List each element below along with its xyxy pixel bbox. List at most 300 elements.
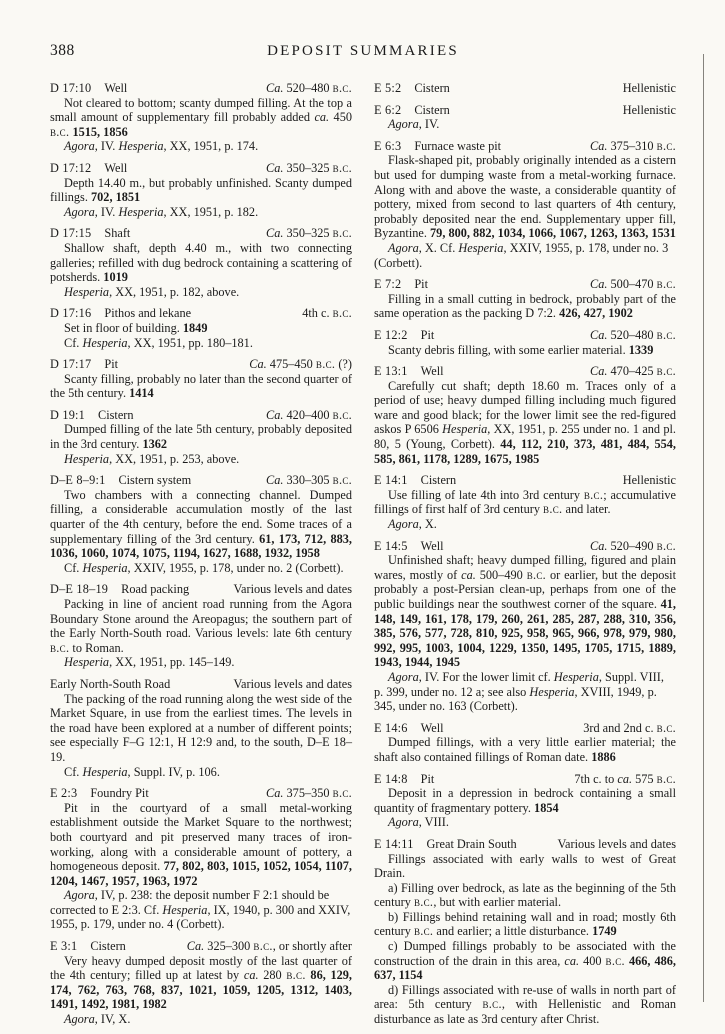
- deposit-id: E 3:1: [50, 939, 78, 954]
- text-segment: ; accumulative fillings of first half of 3rd century: [374, 487, 676, 517]
- text-segment: Dumped filling of the late 5th century, probably deposited in the 3rd century.: [50, 422, 352, 452]
- text-segment: Ca.: [266, 407, 284, 422]
- catalogue-numbers: 702, 1851: [91, 190, 141, 205]
- deposit-reference: [50, 285, 352, 300]
- text-segment: b.c.: [315, 357, 336, 372]
- deposit-date: [226, 582, 353, 597]
- deposit-description: [374, 910, 676, 939]
- deposit-entry: [50, 939, 352, 1027]
- text-segment: ca.: [243, 968, 259, 983]
- deposit-description: [50, 692, 352, 765]
- text-segment: Not cleared to bottom; scanty dumped filling. At the top a small amount of supplementary fill probably added: [50, 95, 352, 125]
- text-segment: Ca.: [266, 81, 284, 95]
- text-segment: Fillings associated with early walls to west of Great Drain.: [374, 851, 676, 881]
- text-segment: Dumped fillings, with a very little earlier material; the shaft also contained fillings of Roman date.: [374, 735, 676, 764]
- text-segment: b.c.: [543, 502, 563, 517]
- text-segment: 375–310: [607, 138, 657, 153]
- catalogue-numbers: 44, 112, 210, 373, 481, 484, 554, 585, 861, 1178, 1289, 1675, 1985: [374, 437, 676, 466]
- deposit-reference: [50, 336, 352, 351]
- deposit-heading: [50, 408, 352, 423]
- deposit-reference: [50, 888, 352, 932]
- deposit-description: [50, 176, 352, 205]
- deposit-date: [241, 357, 352, 372]
- text-segment: Hesperia: [118, 139, 164, 154]
- text-segment: , Suppl. VIII, p. 399, under no. 12 a; see also: [374, 669, 664, 699]
- text-segment: , XX, 1951, p. 255 under no. 1 and pl. 80, 5 (Young, Corbett).: [374, 422, 677, 452]
- deposit-description: [50, 372, 352, 401]
- deposit-entry: [50, 473, 352, 575]
- deposit-description: [50, 241, 352, 285]
- text-segment: , XX, 1951, pp. 145–149.: [109, 655, 235, 670]
- page-header: [50, 42, 676, 60]
- deposit-id: D 17:15: [50, 226, 92, 241]
- deposit-heading: [50, 582, 352, 597]
- deposit-date: [582, 277, 676, 292]
- deposit-entry: [374, 364, 676, 466]
- text-segment: , XX, 1951, p. 182, above.: [109, 284, 240, 299]
- text-segment: Agora: [388, 517, 419, 532]
- deposit-type: Well: [420, 364, 444, 379]
- deposit-date: [550, 837, 677, 852]
- catalogue-numbers: 79, 800, 882, 1034, 1066, 1067, 1263, 1363, 1531: [430, 226, 676, 241]
- catalogue-numbers: 1339: [628, 342, 654, 357]
- deposit-description: [374, 983, 676, 1027]
- deposit-entry: [50, 306, 352, 350]
- text-segment: b.c.: [50, 124, 70, 139]
- text-segment: 325–300: [204, 939, 254, 954]
- text-segment: Filling in a small cutting in bedrock, probably part of the same operation as the packing D 7:2.: [374, 291, 676, 321]
- text-segment: Cf.: [64, 335, 83, 350]
- text-segment: 520–480: [607, 327, 657, 342]
- text-segment: , XXIV, 1955, p. 178, under no. 2 (Corbett).: [127, 560, 344, 575]
- deposit-id: D 19:1: [50, 407, 86, 422]
- text-segment: Agora: [64, 204, 95, 219]
- text-segment: and later.: [562, 502, 611, 517]
- deposit-reference: [50, 765, 352, 780]
- deposit-id: D 17:12: [50, 160, 92, 175]
- text-segment: Ca.: [590, 327, 608, 342]
- text-segment: Depth 14.40 m., but probably unfinished. Scanty dumped fillings.: [50, 175, 352, 205]
- right-column: [374, 81, 676, 1034]
- text-segment: Flask-shaped pit, probably originally intended as a cistern but used for dumping waste from a metal-working furnace. Along with and above the waste, a considerable quantity of pottery, mixed from second to last quarters of 4th century, probably deposited near the end. Supplementary upper fill, Byzantine.: [374, 153, 676, 241]
- text-segment: Pit in the courtyard of a small metal-working establishment outside the Market Square to the northwest; both courtyard and pit preserved many traces of iron-working, along with a considerable amount of pottery, a homogeneous deposit.: [50, 800, 352, 874]
- text-segment: b.c.: [656, 364, 676, 379]
- text-segment: Hesperia: [82, 560, 128, 575]
- deposit-reference: [374, 815, 676, 830]
- deposit-description: [50, 96, 352, 140]
- deposit-entry: [374, 328, 676, 357]
- text-segment: 4th c.: [302, 306, 333, 321]
- deposit-heading: [50, 306, 352, 321]
- deposit-heading: [50, 357, 352, 372]
- deposit-heading: [374, 772, 676, 787]
- deposit-heading: [50, 161, 352, 176]
- text-segment: 500–470: [607, 277, 657, 292]
- deposit-entry: [374, 81, 676, 96]
- deposit-entry: [50, 677, 352, 779]
- deposit-id: E 14:8: [374, 771, 408, 786]
- deposit-id: E 14:5: [374, 538, 408, 553]
- deposit-heading: [50, 786, 352, 801]
- deposit-type: Furnace waste pit: [414, 138, 502, 153]
- deposit-id: E 6:2: [374, 102, 402, 117]
- text-segment: Hesperia: [82, 335, 128, 350]
- deposit-entry: [50, 357, 352, 401]
- text-segment: b.c.: [656, 720, 676, 735]
- text-segment: 470–425: [607, 364, 657, 379]
- text-segment: b.c.: [526, 567, 547, 582]
- text-segment: b.c.: [332, 226, 352, 241]
- text-segment: b.c.: [332, 306, 352, 321]
- deposit-id: D 17:17: [50, 357, 92, 372]
- deposit-type: Well: [420, 720, 444, 735]
- left-column: [50, 81, 352, 1034]
- text-segment: 450: [329, 110, 352, 125]
- text-segment: Hesperia: [162, 902, 208, 917]
- text-segment: Ca.: [186, 939, 205, 954]
- deposit-heading: [50, 939, 352, 954]
- deposit-entry: [374, 473, 676, 531]
- catalogue-numbers: 61, 173, 712, 883, 1036, 1060, 1074, 1075, 1194, 1627, 1688, 1932, 1958: [50, 531, 352, 561]
- catalogue-numbers: 1749: [592, 924, 617, 939]
- deposit-id: D–E 8–9:1: [50, 473, 106, 488]
- text-segment: 420–400: [283, 407, 333, 422]
- text-segment: Carefully cut shaft; depth 18.60 m. Traces only of a period of use; heavy dumped filling including much figured ware and good black; for the lower limit see the red-figured askos P 6506: [374, 378, 676, 437]
- text-segment: , IX, 1940, p. 300 and XXIV, 1955, p. 179, under no. 4 (Corbett).: [50, 902, 351, 932]
- deposit-type: Cistern system: [118, 473, 192, 488]
- text-segment: 520–490: [607, 538, 657, 553]
- deposit-description: [374, 553, 676, 670]
- deposit-type: Pithos and lekane: [104, 306, 192, 321]
- text-segment: b.c.: [332, 786, 352, 801]
- text-segment: ca.: [461, 567, 476, 582]
- text-segment: b.c.: [332, 81, 352, 95]
- deposit-heading: [374, 277, 676, 292]
- deposit-type: Well: [420, 538, 444, 553]
- catalogue-numbers: 41, 148, 149, 161, 178, 179, 260, 261, 285, 287, 288, 310, 356, 385, 576, 577, 728, 810, 925, 958, 965, 966, 978, 979, 980, 992, 995, 1003, 1004, 1229, 1350, 1495, 1705, 1715, 1889, 1943, 1944, 1945: [374, 597, 676, 670]
- text-segment: , XX, 1951, pp. 180–181.: [127, 335, 253, 350]
- deposit-description: [50, 422, 352, 451]
- text-segment: , VIII.: [418, 815, 449, 830]
- deposit-description: [374, 852, 676, 881]
- running-title: DEPOSIT SUMMARIES: [267, 43, 459, 59]
- deposit-type: Cistern: [98, 407, 134, 422]
- text-segment: Various levels and dates: [233, 676, 352, 691]
- deposit-date: [294, 306, 352, 321]
- text-segment: Two chambers with a connecting channel. Dumped filling, a considerable accumulation mostly of the last quarter of the 4th century, before the end. Some traces of a supplementary filling of the 3rd century.: [50, 487, 352, 546]
- catalogue-numbers: 466, 486, 637, 1154: [374, 953, 676, 983]
- text-segment: Packing in line of ancient road running from the Agora Boundary Stone around the Areopagus; the southern part of the Early North-South road. Various levels: late 6th century: [50, 597, 352, 641]
- text-segment: 330–305: [283, 473, 333, 488]
- deposit-entry: [374, 772, 676, 830]
- deposit-reference: [50, 139, 352, 154]
- deposit-type: Cistern: [90, 939, 126, 954]
- catalogue-numbers: 426, 427, 1902: [559, 306, 633, 321]
- text-segment: , Suppl. IV, p. 106.: [127, 764, 220, 779]
- deposit-id: E 14:1: [374, 473, 408, 488]
- text-segment: Hellenistic: [622, 102, 676, 117]
- text-segment: Hesperia: [442, 422, 488, 437]
- deposit-heading: [50, 473, 352, 488]
- text-segment: Ca.: [266, 473, 284, 488]
- deposit-entry: [374, 103, 676, 132]
- text-segment: Hesperia: [458, 240, 504, 255]
- text-segment: b.c.: [605, 953, 625, 968]
- text-segment: , IV, X.: [94, 1012, 131, 1027]
- text-segment: Ca.: [266, 226, 284, 241]
- text-segment: Agora: [64, 1012, 95, 1027]
- text-segment: b.c.: [656, 327, 676, 342]
- deposit-type: Cistern: [414, 102, 450, 117]
- deposit-type: Pit: [414, 277, 428, 292]
- deposit-reference: [50, 452, 352, 467]
- deposit-date: [258, 408, 352, 423]
- deposit-date: [582, 539, 676, 554]
- text-segment: Scanty debris filling, with some earlier material.: [388, 342, 629, 357]
- text-segment: Agora: [388, 815, 419, 830]
- deposit-description: [374, 488, 676, 517]
- text-segment: 520–480: [283, 81, 333, 95]
- deposit-reference: [50, 205, 352, 220]
- deposit-heading: [374, 473, 676, 488]
- deposit-reference: [50, 655, 352, 670]
- deposit-date: [258, 786, 352, 801]
- text-segment: , XX, 1951, p. 174.: [163, 139, 259, 154]
- deposit-id: E 12:2: [374, 327, 408, 342]
- text-segment: , IV, p. 238: the deposit number F 2:1 should be corrected to E 2:3. Cf.: [50, 888, 330, 917]
- text-segment: b.c.: [656, 138, 676, 153]
- text-segment: b.c.: [332, 473, 352, 488]
- text-segment: Shallow shaft, depth 4.40 m., with two connecting galleries; refilled with dug bedrock containing a scattering of potsherds.: [50, 240, 352, 285]
- deposit-heading: [374, 81, 676, 96]
- text-segment: 350–325: [283, 160, 333, 175]
- deposit-id: E 14:6: [374, 720, 408, 735]
- text-segment: or earlier, but the deposit probably a post-Persian clean-up, perhaps from one of the public buildings near the southwest corner of the square.: [374, 567, 676, 611]
- deposit-reference: [374, 670, 676, 714]
- text-segment: The packing of the road running along the west side of the Market Square, in use from the earliest times. The levels in the road have been explored at a number of different points; see especially F–G 12:1, H 12:9 and, to the south, D–E 18–19.: [50, 691, 352, 764]
- text-segment: 475–450: [266, 357, 316, 372]
- deposit-type: Great Drain South: [426, 836, 517, 851]
- deposit-id: E 6:3: [374, 138, 402, 153]
- catalogue-numbers: 1886: [591, 749, 616, 764]
- deposit-date: [258, 473, 352, 488]
- text-segment: 3rd and 2nd c.: [583, 720, 657, 735]
- text-segment: b.c.: [332, 160, 352, 175]
- deposit-description: [50, 321, 352, 336]
- text-segment: 7th c. to: [574, 771, 618, 786]
- deposit-date: [179, 939, 352, 954]
- deposit-type: Early North-South Road: [50, 676, 171, 691]
- text-segment: Hesperia: [553, 669, 599, 684]
- text-segment: Deposit in a depression in bedrock containing a small quantity of fragmentary pottery.: [374, 786, 676, 815]
- text-segment: , X. Cf.: [418, 240, 459, 255]
- deposit-heading: [50, 677, 352, 692]
- text-segment: , XXIV, 1955, p. 178, under no. 3 (Corbett).: [374, 240, 669, 270]
- deposit-heading: [374, 721, 676, 736]
- deposit-date: [575, 721, 676, 736]
- deposit-reference: [374, 117, 676, 132]
- text-segment: Hellenistic: [622, 473, 676, 488]
- deposit-heading: [374, 139, 676, 154]
- catalogue-numbers: 1414: [129, 386, 154, 401]
- text-segment: ca.: [564, 953, 580, 968]
- deposit-type: Cistern: [420, 473, 457, 488]
- deposit-entry: [50, 582, 352, 670]
- deposit-description: [374, 786, 676, 815]
- text-segment: to Roman.: [69, 640, 124, 655]
- deposit-id: E 14:11: [374, 836, 414, 851]
- text-segment: Cf.: [64, 560, 83, 575]
- text-segment: Hesperia: [64, 451, 110, 466]
- catalogue-numbers: 1362: [142, 437, 168, 452]
- deposit-entry: [374, 837, 676, 1027]
- two-column-text: [50, 81, 676, 1034]
- deposit-type: Pit: [420, 327, 435, 342]
- deposit-description: [50, 954, 352, 1012]
- text-segment: , with Hellenistic and Roman disturbance as late as 3rd century after Christ.: [374, 997, 676, 1027]
- catalogue-numbers: 1515, 1856: [72, 124, 128, 139]
- deposit-type: Shaft: [104, 226, 131, 241]
- deposit-description: [374, 379, 676, 467]
- deposit-id: D 17:16: [50, 306, 92, 321]
- text-segment: Ca.: [249, 357, 267, 372]
- deposit-date: [226, 677, 353, 692]
- text-segment: Very heavy dumped deposit mostly of the last quarter of the 4th century; filled up at latest by: [50, 953, 352, 983]
- deposit-heading: [374, 364, 676, 379]
- deposit-id: E 2:3: [50, 786, 78, 801]
- text-segment: , but with earlier material.: [433, 895, 562, 910]
- deposit-description: [50, 597, 352, 655]
- deposit-reference: [50, 561, 352, 576]
- text-segment: Hesperia: [64, 655, 110, 670]
- deposit-id: E 7:2: [374, 277, 402, 292]
- text-segment: d) Fillings associated with re-use of walls in north part of area: 5th century: [374, 982, 676, 1012]
- page-edge-line: [703, 54, 704, 1002]
- deposit-date: [615, 473, 676, 488]
- catalogue-numbers: 1019: [103, 270, 128, 285]
- text-segment: b.c.: [286, 968, 306, 983]
- text-segment: b.c.: [656, 277, 676, 292]
- deposit-type: Well: [104, 81, 128, 95]
- deposit-entry: [50, 81, 352, 154]
- text-segment: 500–490: [475, 567, 527, 582]
- deposit-entry: [50, 161, 352, 219]
- text-segment: ca.: [617, 771, 633, 786]
- text-segment: , XX, 1951, p. 182.: [163, 204, 259, 219]
- text-segment: Ca.: [590, 364, 608, 379]
- text-segment: 375–350: [283, 786, 333, 801]
- text-segment: b.c.: [583, 487, 604, 502]
- deposit-type: Road packing: [121, 582, 190, 597]
- deposit-id: D–E 18–19: [50, 582, 109, 597]
- text-segment: b.c.: [332, 407, 352, 422]
- deposit-reference: [374, 241, 676, 270]
- deposit-reference: [374, 517, 676, 532]
- text-segment: Ca.: [266, 160, 284, 175]
- text-segment: Unfinished shaft; heavy dumped filling, figured and plain wares, mostly of: [374, 553, 676, 582]
- text-segment: b.c.: [656, 771, 676, 786]
- text-segment: b.c.: [656, 538, 676, 553]
- text-segment: Ca.: [266, 786, 284, 801]
- deposit-date: [582, 139, 676, 154]
- deposit-date: [566, 772, 676, 787]
- text-segment: Set in floor of building.: [64, 320, 183, 335]
- deposit-heading: [374, 837, 676, 852]
- text-segment: Hesperia: [118, 204, 164, 219]
- text-segment: b.c.: [253, 939, 273, 954]
- deposit-heading: [50, 226, 352, 241]
- deposit-date: [615, 81, 676, 96]
- deposit-entry: [50, 408, 352, 466]
- text-segment: b.c.: [482, 997, 502, 1012]
- deposit-date: [582, 364, 676, 379]
- text-segment: , IV.: [94, 204, 119, 219]
- text-segment: Ca.: [590, 277, 608, 292]
- deposit-date: [582, 328, 676, 343]
- deposit-id: E 13:1: [374, 364, 408, 379]
- deposit-description: [374, 735, 676, 764]
- deposit-description: [374, 153, 676, 241]
- deposit-description: [374, 343, 676, 358]
- text-segment: b) Fillings behind retaining wall and in road; mostly 6th century: [374, 909, 676, 939]
- deposit-entry: [374, 277, 676, 321]
- catalogue-numbers: 77, 802, 803, 1015, 1052, 1054, 1107, 1204, 1467, 1957, 1963, 1972: [50, 859, 352, 888]
- text-segment: Hesperia: [529, 684, 575, 699]
- deposit-heading: [374, 328, 676, 343]
- deposit-id: D 17:10: [50, 81, 92, 95]
- text-segment: Agora: [64, 139, 95, 154]
- text-segment: (?): [335, 357, 352, 372]
- deposit-type: Pit: [420, 771, 435, 786]
- text-segment: 280: [258, 968, 287, 983]
- catalogue-numbers: 1849: [182, 320, 208, 335]
- text-segment: Hesperia: [64, 284, 110, 299]
- text-segment: Agora: [388, 240, 419, 255]
- deposit-type: Foundry Pit: [90, 786, 149, 801]
- text-segment: Hellenistic: [622, 81, 676, 95]
- text-segment: 400: [579, 953, 606, 968]
- text-segment: Scanty filling, probably no later than the second quarter of the 5th century.: [50, 371, 352, 401]
- deposit-date: [258, 226, 352, 241]
- text-segment: Use filling of late 4th into 3rd century: [388, 487, 584, 502]
- deposit-description: [374, 292, 676, 321]
- page-number: 388: [50, 42, 75, 59]
- catalogue-numbers: 86, 129, 174, 762, 763, 768, 837, 1021, 1059, 1205, 1312, 1403, 1491, 1492, 1981, 1982: [50, 968, 352, 1012]
- text-segment: c) Dumped fillings probably to be associated with the construction of the drain in this area,: [374, 939, 676, 968]
- text-segment: ca.: [314, 110, 330, 125]
- text-segment: , XVIII, 1949, p. 345, under no. 163 (Corbett).: [374, 684, 657, 714]
- text-segment: b.c.: [413, 895, 434, 910]
- deposit-description: [374, 939, 676, 983]
- text-segment: Ca.: [590, 538, 608, 553]
- deposit-heading: [374, 103, 676, 118]
- deposit-description: [50, 801, 352, 889]
- deposit-entry: [50, 226, 352, 299]
- deposit-type: Pit: [104, 357, 119, 372]
- text-segment: b.c.: [50, 640, 70, 655]
- deposit-entry: [374, 539, 676, 714]
- deposit-reference: [50, 1012, 352, 1027]
- text-segment: , XX, 1951, p. 253, above.: [109, 451, 240, 466]
- deposit-entry: [374, 139, 676, 270]
- deposit-id: E 5:2: [374, 81, 402, 95]
- text-segment: Agora: [388, 117, 419, 132]
- text-segment: Agora: [64, 888, 95, 903]
- text-segment: b.c.: [413, 924, 434, 939]
- text-segment: Various levels and dates: [233, 582, 352, 597]
- text-segment: 350–325: [283, 226, 333, 241]
- deposit-heading: [50, 81, 352, 96]
